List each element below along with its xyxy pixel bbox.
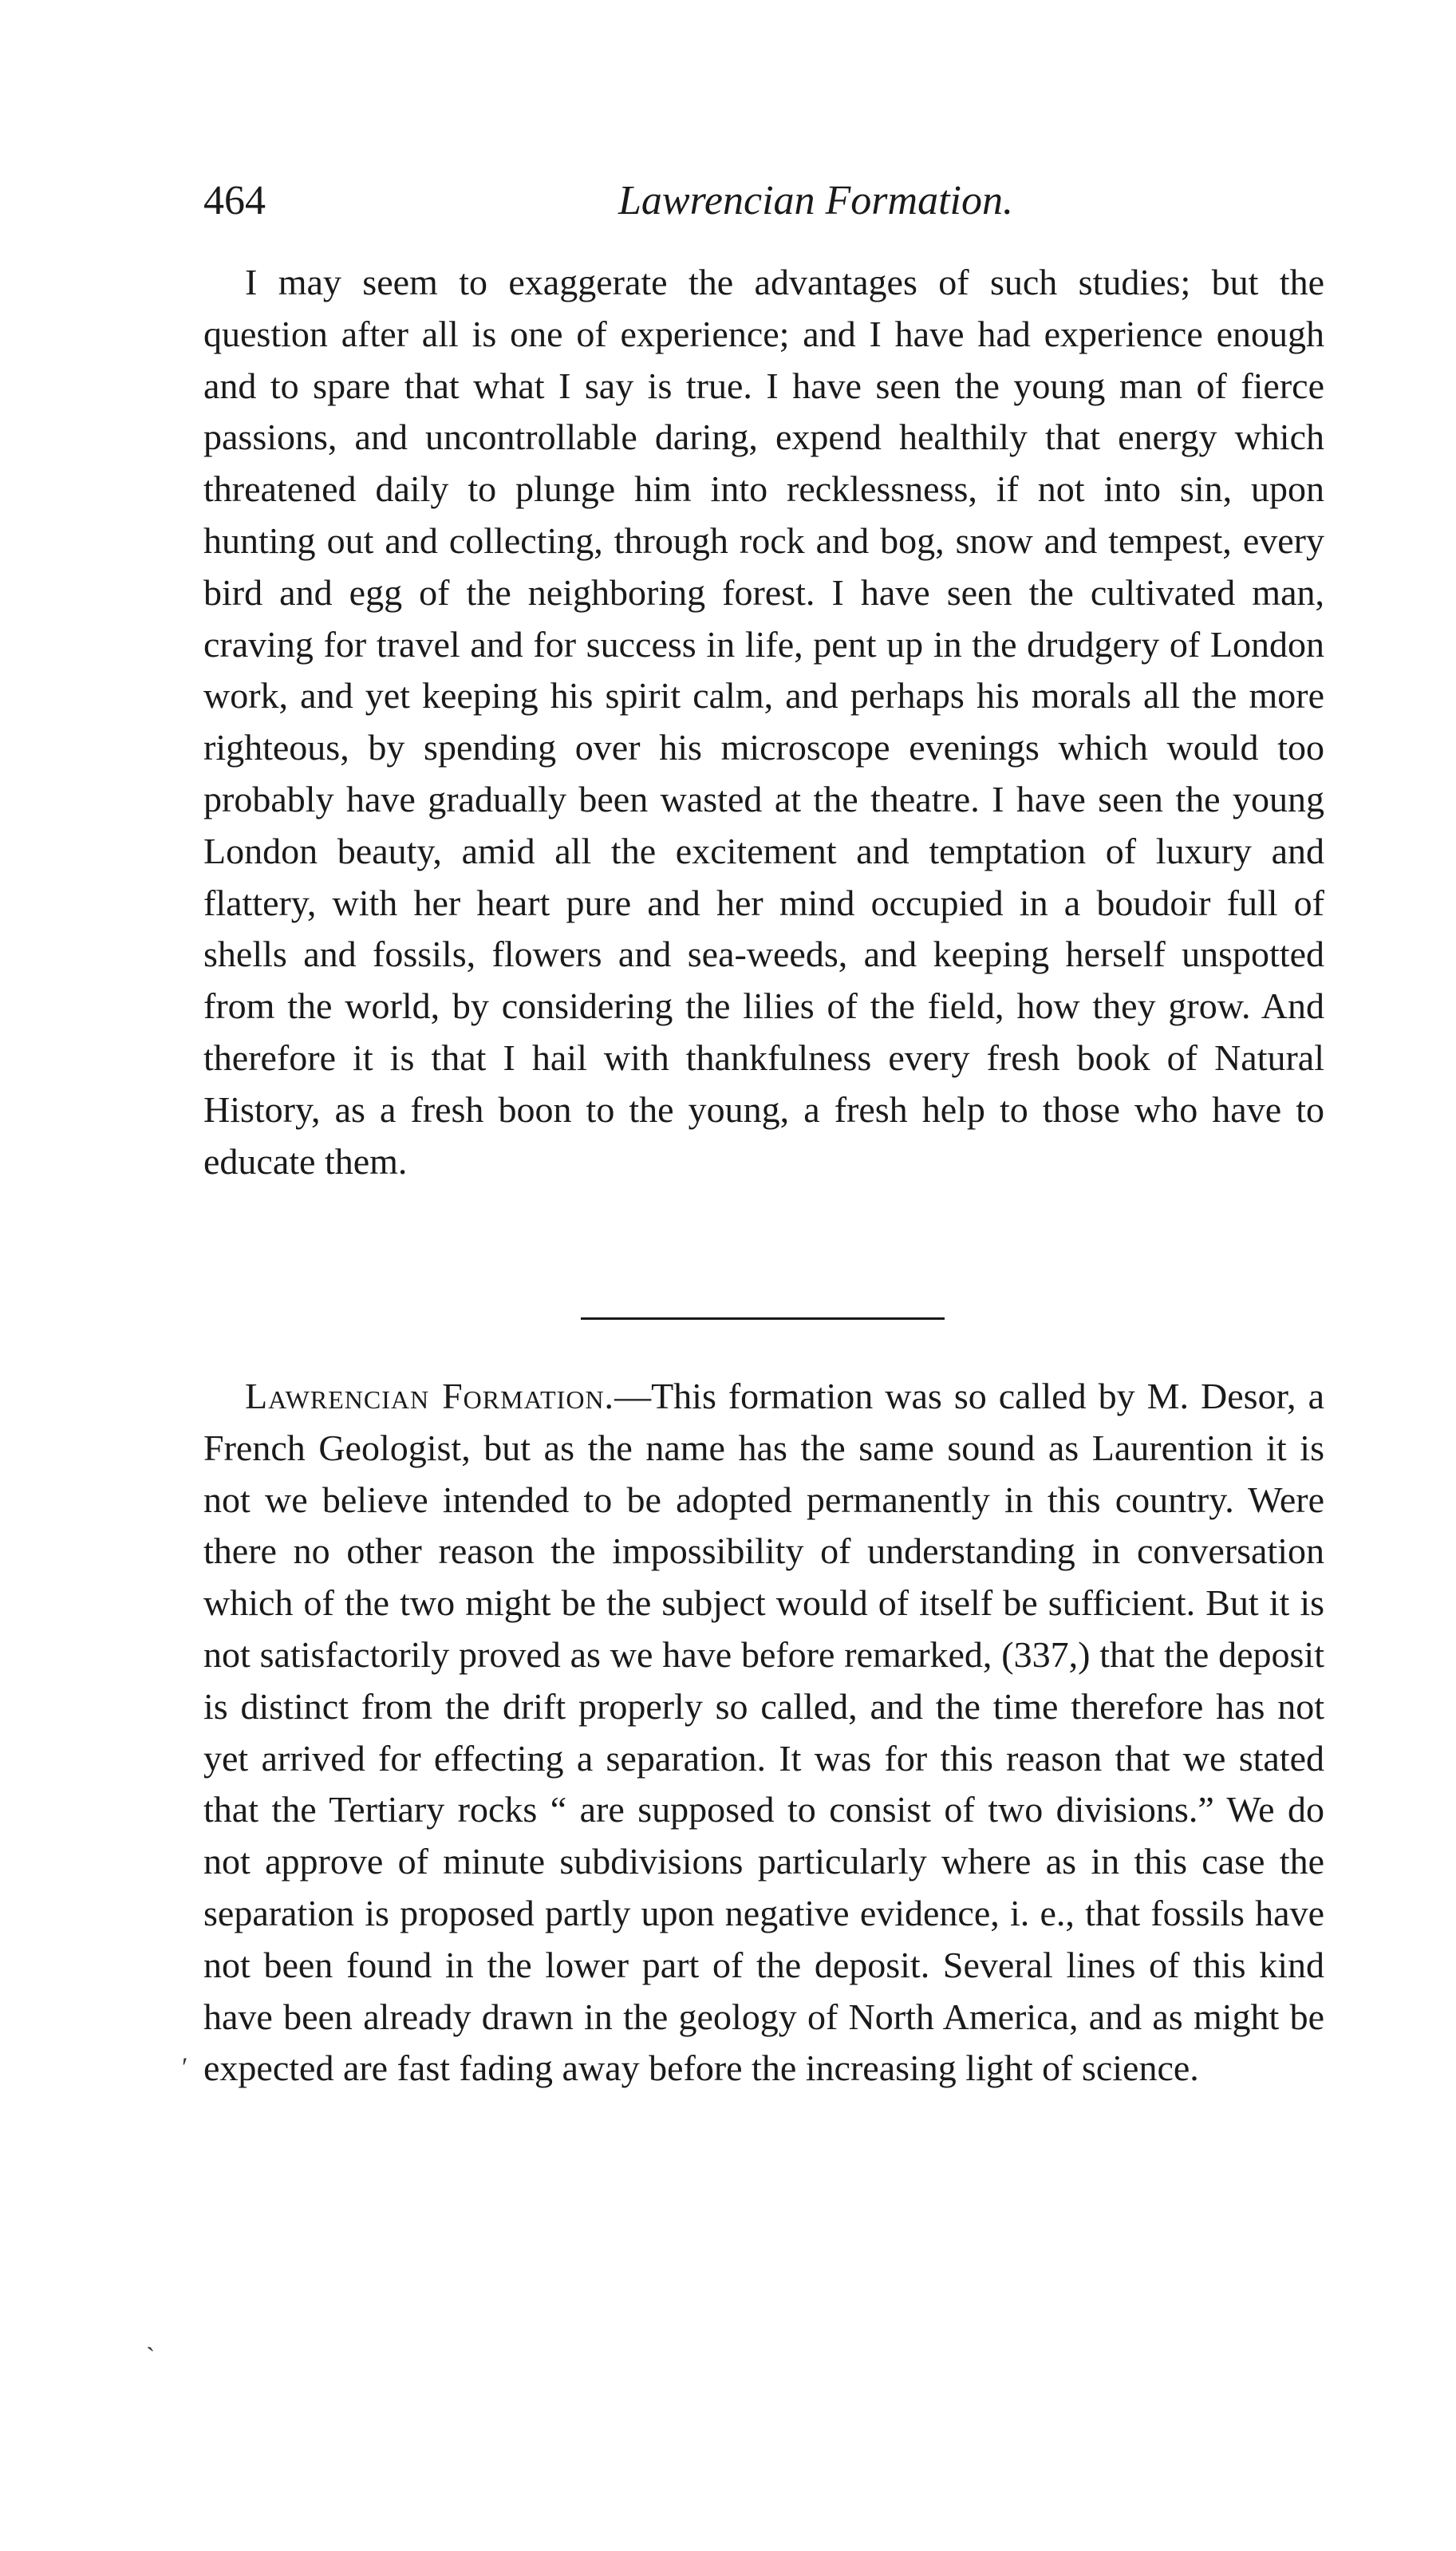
paragraph-2-text: —This formation was so called by M. Desor, a French Geologist, but as the name has the same sound as Laurention it is not we believe intended to be adopted permanently in this country. Were there no other reason the impossibility of understanding in conversation which of the two might be the subject would of itself be sufficient. But it is not satisfactorily proved as we have before remarked, (337,) that the deposit is distinct from the drift properly so called, and the time therefore has not yet arrived for effecting a separation. It was for this reason that we stated that the Tertiary rocks “ are supposed to consist of two divisions.” We do not approve of minute subdivisions particularly where as in this case the separation is proposed partly upon negative evidence, i. e., that fossils have not been found in the lower part of the deposit. Several lines of this kind have been already drawn in the geology of North America, and as might be expected are fast fading away before the increasing light of science. <box>203 1376 1324 2089</box>
page-number: 464 <box>203 178 266 223</box>
body-paragraph-1 <box>203 257 1324 1187</box>
paragraph-1-text: I may seem to exaggerate the advantages of such studies; but the question after all is one of experience; and I have had experience enough and to spare that what I say is true. I have seen the young man of fierce passions, and uncontrollable daring, expend healthily that energy which threatened daily to plunge him into recklessness, if not into sin, upon hunting out and collecting, through rock and bog, snow and tempest, every bird and egg of the neighboring forest. I have seen the cultivated man, craving for travel and for success in life, pent up in the drudgery of London work, and yet keeping his spirit calm, and perhaps his morals all the more righteous, by spending over his microscope evenings which would too probably have gradually been wasted at the theatre. I have seen the young London beauty, amid all the excitement and temptation of luxury and flattery, with her heart pure and her mind occupied in a boudoir full of shells and fossils, flowers and sea-weeds, and keeping herself unspotted from the world, by considering the lilies of the field, how they grow. And therefore it is that I hail with thankfulness every fresh book of Natural History, as a fresh boon to the young, a fresh help to those who have to educate them. <box>203 262 1324 1182</box>
section-divider <box>581 1317 945 1320</box>
page-header <box>203 169 1324 233</box>
stray-mark: ˏ <box>146 2322 156 2352</box>
stray-mark: ʹ <box>182 2053 188 2083</box>
section-heading: Lawrencian Formation. <box>245 1376 615 1416</box>
body-paragraph-2 <box>203 1371 1324 2095</box>
running-head: Lawrencian Formation. <box>618 178 1013 223</box>
